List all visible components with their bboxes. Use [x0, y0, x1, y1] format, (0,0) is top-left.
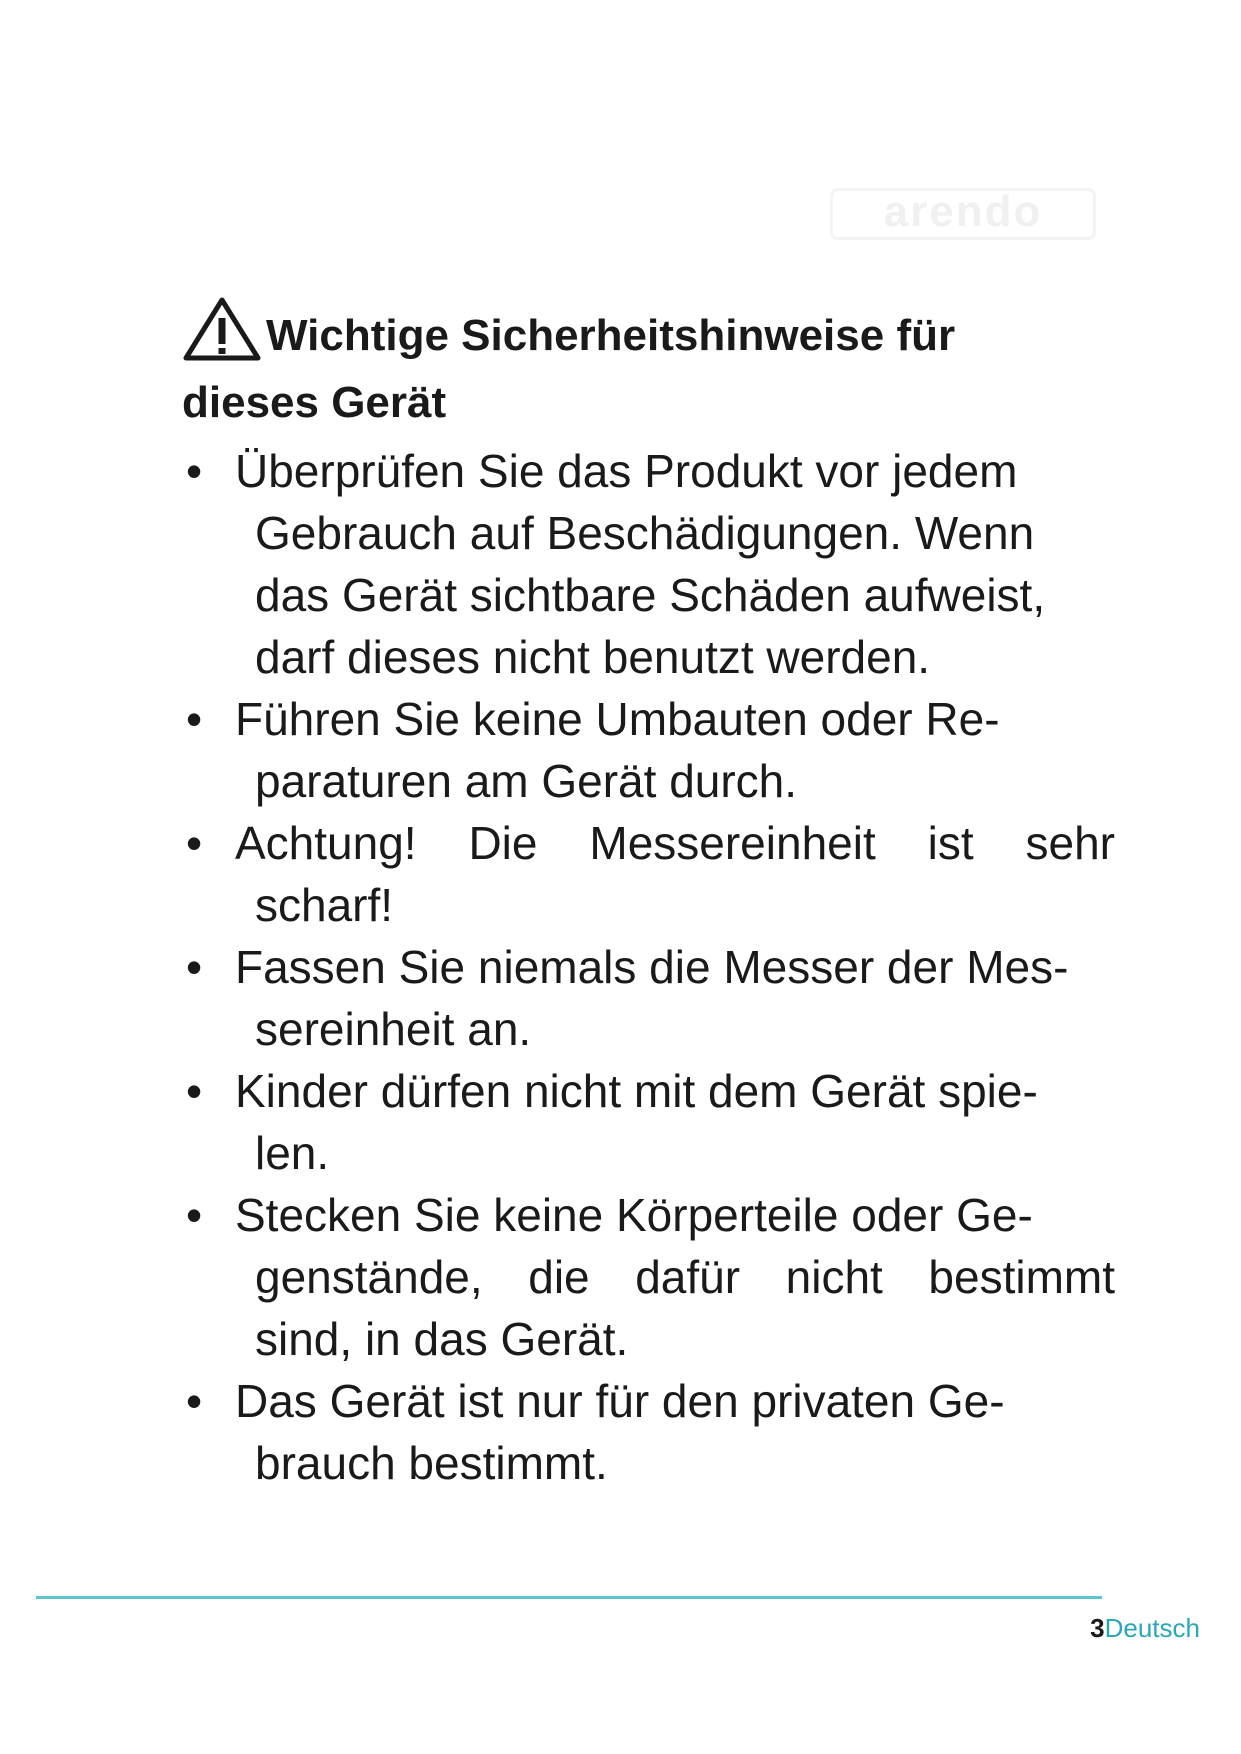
heading-line-2: dieses Gerät — [182, 378, 447, 427]
list-item — [182, 1370, 1092, 1494]
list-item-line: darf dieses nicht benutzt werden. — [255, 631, 931, 683]
list-item-line: scharf! — [255, 879, 394, 931]
bullet-icon: • — [186, 1065, 203, 1117]
list-item — [182, 688, 1092, 812]
page-footer — [1090, 1612, 1200, 1644]
list-item-line: Achtung! Die Messereinheit ist sehr — [235, 817, 1115, 869]
bullet-icon: • — [186, 445, 203, 497]
warning-triangle-icon — [182, 296, 262, 362]
list-item — [182, 440, 1092, 688]
section-heading — [182, 296, 1082, 436]
list-item-line: sereinheit an. — [255, 1003, 532, 1055]
list-item-line: Überprüfen Sie das Produkt vor jedem — [235, 445, 1018, 497]
list-item-line: paraturen am Gerät durch. — [255, 755, 798, 807]
bullet-icon: • — [186, 941, 203, 993]
list-item-line: Kinder dürfen nicht mit dem Gerät spie- — [235, 1065, 1038, 1117]
list-item-line: das Gerät sichtbare Schäden aufweist, — [255, 569, 1046, 621]
footer-language: Deutsch — [1104, 1613, 1200, 1643]
list-item — [182, 1184, 1115, 1370]
bullet-icon: • — [186, 1189, 203, 1241]
list-item-line: genstände, die dafür nicht bestimmt — [255, 1251, 1115, 1303]
page-number: 3 — [1090, 1613, 1105, 1643]
brand-logo: arendo — [830, 188, 1096, 240]
list-item-line: Führen Sie keine Umbauten oder Re- — [235, 693, 1000, 745]
bullet-icon: • — [186, 693, 203, 745]
list-item-line: Gebrauch auf Beschädigungen. Wenn — [255, 507, 1035, 559]
list-item-line: Fassen Sie niemals die Messer der Mes- — [235, 941, 1069, 993]
footer-divider — [36, 1596, 1102, 1599]
heading-line-1: Wichtige Sicherheitshinweise für — [266, 311, 956, 360]
bullet-icon: • — [186, 817, 203, 869]
safety-instructions-list — [182, 440, 1115, 1494]
bullet-icon: • — [186, 1375, 203, 1427]
list-item — [182, 936, 1092, 1060]
list-item-line: brauch bestimmt. — [255, 1437, 608, 1489]
list-item — [182, 1060, 1092, 1184]
list-item-line: sind, in das Gerät. — [255, 1313, 629, 1365]
list-item-line: Das Gerät ist nur für den privaten Ge- — [235, 1375, 1005, 1427]
list-item-line: len. — [255, 1127, 330, 1179]
list-item — [182, 812, 1115, 936]
list-item-line: Stecken Sie keine Körperteile oder Ge- — [235, 1189, 1033, 1241]
